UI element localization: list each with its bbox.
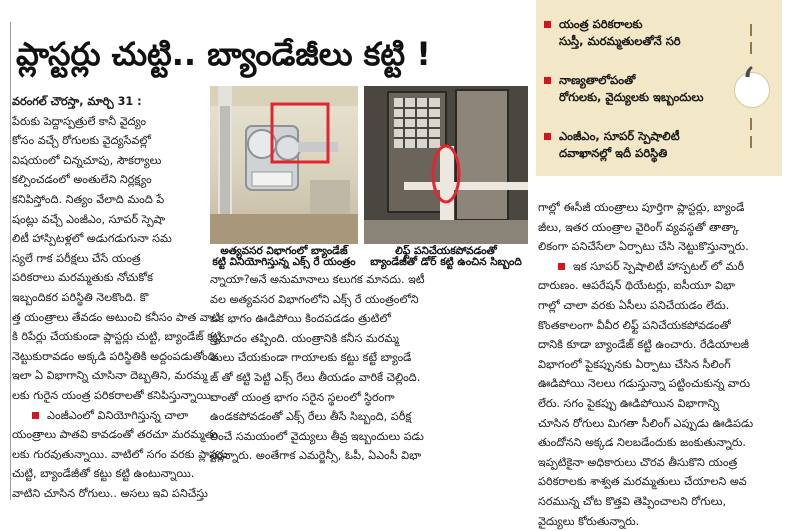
body-line: లకు గురైన యంత్ర పరికరాలతో కనిపిస్తున్నాయి. [12,386,202,406]
column-rule [10,22,11,500]
body-line: తున్నారు. అంతేగాక ఎమర్జెన్సీ, ఓపీ, ఏఎంసీ విభా [210,446,530,466]
body-line: ప్రమాదం తప్పింది. యంత్రానికి కనీస మరమ్మ [210,329,530,349]
highlight-item [544,16,734,50]
body-line: ఇలా ఏ విభాగాన్ని చూసినా దెబ్బతిని, మరమ్మ [12,366,202,386]
dateline: వరంగల్ చౌరస్తా, మార్చి 31 : [12,92,202,112]
body-line: ఊడిపోయి నెలలు గడుస్తున్నా పట్టించుకున్న వారు [538,374,788,394]
body-line: ఉండకపోవడంతో ఎక్స్ రేలు తీసే సిబ్బంది, పరీక్ష [210,407,530,427]
article-headline: ప్లాస్టర్లు చుట్టి.. బ్యాండేజీలు కట్టి ! [16,26,528,82]
body-line: జీలు, ఇతర యంత్రాల వైరింగ్ వ్యవస్థతో తాత్కా [538,218,788,238]
body-line: లకు గురవుతున్నాయి. వాటిలో సగం వరకు ప్లాస్టర్లు [12,445,202,465]
lift-door-photo [364,86,528,244]
body-line: ఇబ్బందికర పరిస్థితి నెలకొంది. కొ [12,288,202,308]
body-line: దారుణం. ఆపరేషన్ థియేటర్లు, ఐసీయూ విభా [538,276,788,296]
body-line: ఇప్పటికైనా అధికారులు చొరవ తీసుకొని యంత్ర [538,453,788,473]
xray-machine-illustration [210,86,358,244]
body-line: వల అత్యవసర విభాగంలోని ఎక్స్ రే యంత్రంలోని [210,290,530,310]
bullet-line [538,257,788,277]
divider [750,118,752,130]
body-line: స్యలే గాక పరీక్షలు చేసే యంత్ర [12,249,202,269]
body-line: విషయంలో చిన్నచూపు, సౌకర్యాలు [12,151,202,171]
body-line: కొంతకాలంగా వీవీర లిఫ్ట్ పనిచేయకపోవడంతో [538,316,788,336]
body-line: లేరు. సగం పైకప్పు ఊడిపోయిన విభాగాన్ని [538,394,788,414]
photo-caption-lift [364,246,528,268]
lift-door-illustration [364,86,528,244]
body-line: యంత్రాలు పాతవి కావడంతో తరచూ మరమ్మతు [12,425,202,445]
body-line: దాంతో యంత్ర భాగం సరైన స్థలంలో స్థిరంగా [210,388,530,408]
divider [750,24,752,36]
body-line: జ్ తో కట్టి పెట్టి ఎక్స్ రేలు తీయడం వారికే చెల్లింది. [210,368,530,388]
body-line: తులు చేయకుండా గాయాలకు కట్టు కట్టే బ్యాండే [210,348,530,368]
xray-machine-photo [210,86,358,244]
body-line: ఎంజీఎంలో వినియోగిస్తున్న చాలా [47,409,188,422]
caption-line: కట్టి వినియోగిస్తున్న ఎక్స్ రే యంత్రం [210,257,358,268]
body-line: షంట్లు వచ్చే ఎంజీఎం, సూపర్ స్పెషా [12,210,202,230]
highlight-line: రోగులకు, వైద్యులకు ఇబ్బందులు [544,89,734,106]
body-line: కి రిపేర్లు చేయకుండా ప్లాస్టర్లు చుట్టి, బ్యాండేజ్ కట్టి [12,327,202,347]
bullet-marker [32,412,39,419]
caption-line: అత్యవసర విభాగంలో బ్యాండేజ్ [210,246,358,257]
article-column-1 [12,92,202,502]
body-line: త్త యంత్రాలు తేవడం అటుంచి కనీసం పాత వాటి [12,308,202,328]
quote-icon: ‘ [741,60,755,110]
highlight-line: దవాఖానల్లో ఇదీ పరిస్థితి [544,145,734,162]
body-line: దానికి కూడా బ్యాండేజ్ కట్టి ఉంచారు. రేడియాలజీ [538,335,788,355]
body-line: గాల్లో చాలా వరకు ఏసీలు పనిచేయడం లేదు. [538,296,788,316]
body-line: విభాగంలో పైకప్పునకు ఏర్పాటు చేసిన సీలింగ్ [538,355,788,375]
body-line: కోసం వచ్చే రోగులకు వైద్యసేవల్లో [12,131,202,151]
bullet-marker [544,21,551,28]
highlight-line: నాణ్యతాలోపంతో [559,73,635,87]
body-line: కనిపిస్తోంది. నిత్యం వేలాది మంది పే [12,190,202,210]
body-line: లికంగా పనిచేసేలా ఏర్పాటు చేసి నెట్టుకొస్తున్నారు. [538,237,788,257]
article-column-3 [538,198,788,502]
body-line: వైద్యులు కోరుతున్నారు. [538,512,788,531]
highlight-line: యంత్ర పరికరాలకు [559,17,642,31]
body-line: తుందోనని అక్కడ నిలబడేందుకు జంకుతున్నారు. [538,433,788,453]
bullet-line [12,406,202,426]
body-line: లించే సమయంలో వైద్యులు తీవ్ర ఇబ్బందులు పడు [210,427,530,447]
bullet-marker [544,77,551,84]
highlight-line: ఎంజీఎం, సూపర్ స్పెషాలిటీ [559,129,680,143]
body-line: ఒక భాగం ఊడిపోయి కిందపడడం త్రుటిలో [210,309,530,329]
caption-line: లిఫ్ట్ పనిచేయకపోవడంతో [364,246,528,257]
highlight-item [544,128,734,162]
article-column-2 [210,270,530,502]
bullet-marker [558,263,565,270]
body-line: పరికరాలు మరమ్మతుకు నోచుకోక [12,268,202,288]
body-line: సరమున్న చోట కొత్తవి తెప్పించాలని రోగులు, [538,492,788,512]
divider [750,42,752,54]
body-line: పరికరాలకు శాశ్వత మరమ్మతులు చేయాలని అవ [538,472,788,492]
body-line: న్నాయా?అనే అనుమానాలు కలుగక మానదు. ఇటీ [210,270,530,290]
bullet-marker [544,133,551,140]
body-line: కల్పించడంలో అంతులేని నిర్లక్ష్యం [12,170,202,190]
highlight-line: సుస్తీ, మరమ్మతులతోనే సరి [544,33,734,50]
caption-line: బ్యాండేజీతో డోర్ కట్టి ఉంచిన సిబ్బంది [364,257,528,268]
photo-caption-xray [210,246,358,268]
body-line: ఇక సూపర్ స్పెషాలిటీ హాస్పటల్ లో మరీ [573,260,744,273]
body-line: గాల్లో ఈసీజీ యంత్రాలు పూర్తిగా ప్లాస్టర్లు, బ్యాండే [538,198,788,218]
body-line: వాటిని చూసిన రోగులు.. అసలు ఇవి పనిచేస్తు [12,484,202,504]
highlight-item [544,72,734,106]
body-line: చుట్టి, బ్యాండేజీతో కట్టు కట్టి ఉంటున్నాయి. [12,464,202,484]
body-line: పేరుకు పెద్దాస్పత్రులే కానీ వైద్యం [12,112,202,132]
body-line: చూసిన రోగులు మిగతా సీలింగ్ ఎప్పుడు ఊడిపడు [538,414,788,434]
body-line: లిటీ హాస్పిటళ్లలో అడుగడుగునా సమ [12,229,202,249]
divider [750,136,752,148]
body-line: నెట్టుకురావడం అక్కడి పరిస్థితికి అద్దంపడుతోంది. [12,347,202,367]
